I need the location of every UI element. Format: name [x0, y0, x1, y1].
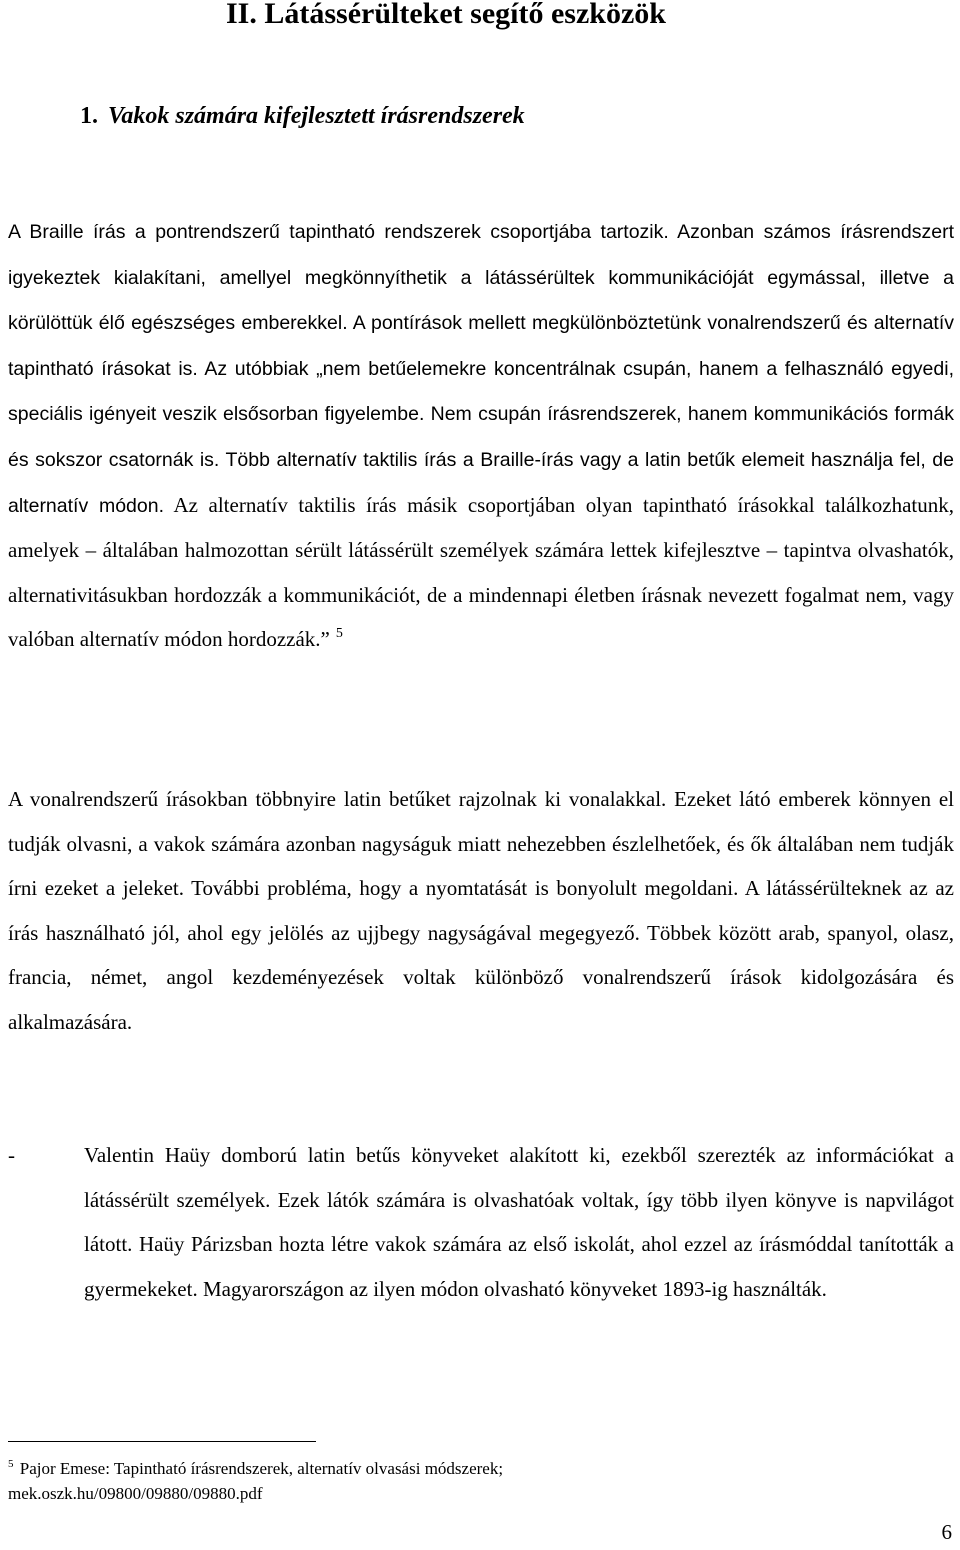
line-system-paragraph: A vonalrendszerű írásokban többnyire latin betűket rajzolnak ki vonalakkal. Ezeket látó emberek könnyen el tudják olvasni, a vakok számára azonban nagyságuk miatt nehezebben észlelhetőek, és ők általában nem tudják írni ezeket a jeleket. További probléma, hogy a nyomtatását is bonyolult megoldani. A látássérülteknek az az írás használható jól, ahol egy jelölés az ujjbegy nagyságával megegyező. Többek között arab, spanyol, olasz, francia, német, angol kezdeményezések voltak különböző vonalrendszerű írások kidolgozására és alkalmazására.	[8, 787, 954, 1034]
bullet-marker: -	[8, 1143, 15, 1167]
intro-paragraph-continuation: Az alternatív taktilis írás másik csoportjában olyan tapintható írásokkal találkozhatunk, amelyek – általában halmozottan sérült látássérült személyek számára lettek kifejlesztve – tapintva olvashatók, alternativitásukban hordozzák a kommunikációt, de a mindennapi életben írásnak nevezett fogalmat nem, vagy valóban alternatív módon hordozzák.”	[8, 492, 954, 652]
page-number: 6	[941, 1520, 952, 1544]
section-number: 1.	[80, 103, 98, 129]
footnote-divider	[8, 1441, 316, 1442]
footnote-url[interactable]: mek.oszk.hu/09800/09880/09880.pdf	[8, 1484, 263, 1503]
document-page	[8, 0, 952, 1550]
footnote-text: Pajor Emese: Tapintható írásrendszerek, alternatív olvasási módszerek;	[19, 1459, 504, 1478]
chapter-title: II. Látássérülteket segítő eszközök	[226, 0, 666, 30]
footnote-reference[interactable]: 5	[335, 626, 343, 642]
footnote	[8, 1456, 708, 1506]
footnote-marker: 5	[8, 1458, 14, 1470]
intro-paragraph-text: A Braille írás a pontrendszerű tapintható rendszerek csoportjába tartozik. Azonban számos írásrendszert igyekeztek kialakítani, amellyel megkönnyíthetik a látássérültek kommunikációját egymással, illetve a körülöttük élő egészséges emberekkel. A pontírások mellett megkülönböztetünk vonalrendszerű és alternatív tapintható írásokat is. Az utóbbiak „nem betűelemekre koncentrálnak csupán, hanem a felhasználó egyedi, speciális igényeit veszik elsősorban figyelembe. Nem csupán írásrendszerek, hanem kommunikációs formák és sokszor csatornák is. Több alternatív taktilis írás a Braille-írás vagy a latin betűk elemeit használja fel, de alternatív módon.	[8, 221, 954, 517]
intro-paragraph	[8, 209, 954, 662]
section-title: Vakok számára kifejlesztett írásrendszerek	[108, 103, 525, 129]
bullet-text: Valentin Haüy domború latin betűs könyveket alakított ki, ezekből szerezték az információkat a látássérült személyek. Ezek látók számára is olvashatóak voltak, így több ilyen könyve is napvilágot látott. Haüy Párizsban hozta létre vakok számára az első iskolát, ahol ezzel az írásmóddal tanították a gyermekeket. Magyarországon az ilyen módon olvasható könyveket 1893-ig használták.	[84, 1143, 954, 1301]
section-heading	[80, 99, 525, 133]
